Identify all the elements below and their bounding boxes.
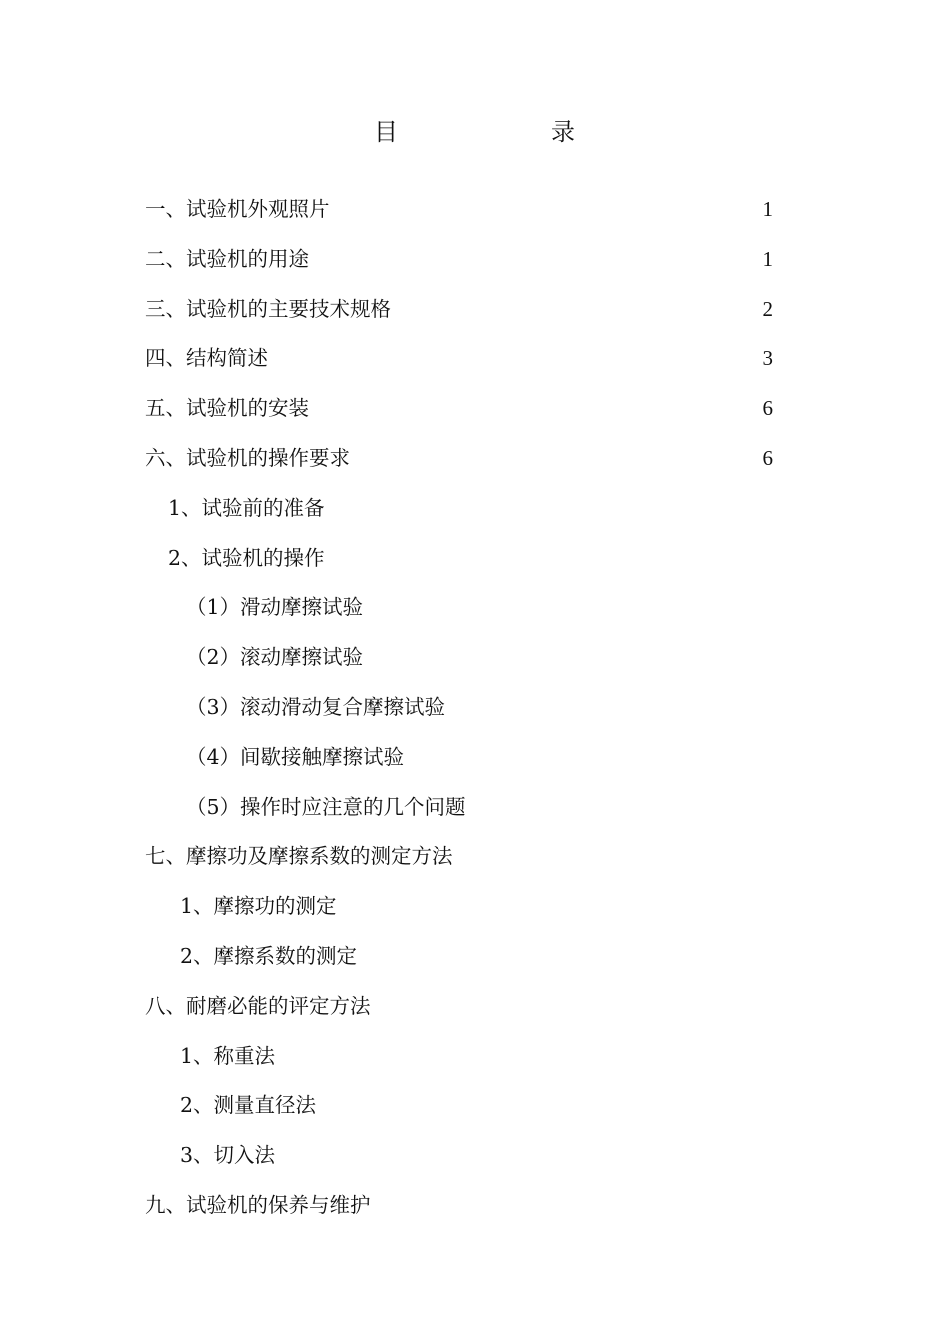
toc-entry-4	[0, 338, 950, 388]
toc-entry-6-2	[0, 538, 950, 588]
toc-entry-page-number: 2	[762, 296, 773, 321]
toc-entry-8-2	[0, 1085, 950, 1135]
toc-entry-6-2-4	[0, 737, 950, 787]
toc-entry-page-number: 1	[762, 246, 773, 271]
toc-entry-page-number: 3	[762, 346, 773, 371]
toc-list	[0, 189, 950, 1235]
toc-entry-5	[0, 388, 950, 438]
toc-entry-1	[0, 189, 950, 239]
toc-entry-6-2-2	[0, 637, 950, 687]
toc-entry-7	[0, 836, 950, 886]
toc-entry-label: 1、摩擦功的测定	[180, 894, 337, 919]
toc-entry-page-number: 1	[762, 197, 773, 221]
toc-entry-6-2-5	[0, 787, 950, 837]
toc-title	[0, 112, 950, 152]
toc-entry-label: （2）滚动摩擦试验	[186, 645, 364, 670]
toc-entry-label: 2、试验机的操作	[168, 545, 325, 570]
toc-entry-label: 1、称重法	[180, 1043, 276, 1068]
toc-entry-label: 2、摩擦系数的测定	[180, 943, 358, 968]
toc-entry-label: （5）操作时应注意的几个问题	[186, 794, 466, 819]
toc-title-char-1: 目	[374, 118, 398, 146]
toc-entry-page-number: 6	[762, 445, 773, 470]
toc-entry-label: 一、试验机外观照片	[145, 197, 330, 221]
toc-entry-7-2	[0, 936, 950, 986]
toc-entry-label: 2、测量直径法	[180, 1093, 317, 1118]
toc-entry-label: 3、切入法	[180, 1143, 276, 1168]
toc-title-char-2: 录	[551, 118, 575, 146]
toc-entry-6-2-3	[0, 687, 950, 737]
toc-entry-9	[0, 1185, 950, 1235]
toc-entry-label: 二、试验机的用途	[145, 246, 309, 271]
toc-entry-6	[0, 438, 950, 488]
toc-entry-label: 五、试验机的安装	[145, 396, 309, 421]
toc-entry-3	[0, 289, 950, 339]
toc-entry-label: （4）间歇接触摩擦试验	[186, 744, 405, 769]
toc-entry-label: 三、试验机的主要技术规格	[145, 296, 391, 321]
toc-entry-7-1	[0, 886, 950, 936]
toc-entry-label: 九、试验机的保养与维护	[145, 1192, 371, 1217]
toc-entry-2	[0, 239, 950, 289]
toc-entry-label: 1、试验前的准备	[168, 495, 325, 520]
toc-entry-label: 八、耐磨必能的评定方法	[145, 993, 371, 1018]
toc-entry-label: 七、摩擦功及摩擦系数的测定方法	[145, 844, 453, 869]
toc-entry-page-number: 6	[762, 396, 773, 421]
toc-entry-8	[0, 986, 950, 1036]
toc-entry-label: 四、结构简述	[145, 346, 268, 371]
toc-entry-8-1	[0, 1036, 950, 1086]
toc-entry-label: （1）滑动摩擦试验	[186, 595, 364, 620]
toc-entry-8-3	[0, 1135, 950, 1185]
toc-entry-label: （3）滚动滑动复合摩擦试验	[186, 694, 446, 719]
toc-entry-6-1	[0, 488, 950, 538]
toc-entry-label: 六、试验机的操作要求	[145, 445, 350, 470]
toc-entry-6-2-1	[0, 587, 950, 637]
